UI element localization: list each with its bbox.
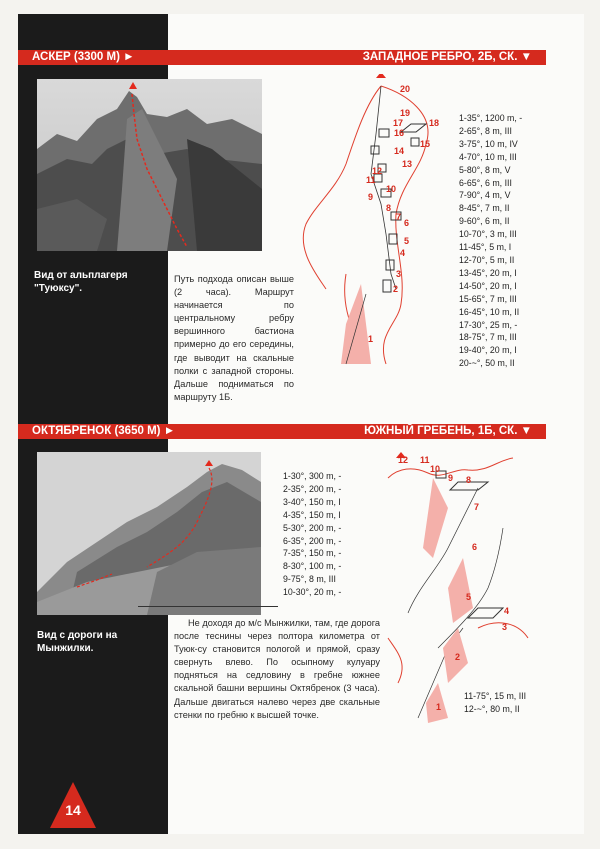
pitch-item: 8-45°, 7 m, II xyxy=(459,203,510,214)
photo-asker xyxy=(37,79,262,251)
arrow-right-icon: ► xyxy=(123,51,135,63)
pitch-item: 4-70°, 10 m, III xyxy=(459,151,517,162)
pitch-item: 20-~°, 50 m, II xyxy=(459,358,515,369)
route-title: ЗАПАДНОЕ РЕБРО, 2Б, СК. xyxy=(362,51,518,63)
diagram-label: 20 xyxy=(400,84,411,94)
peak-title: ОКТЯБРЕНОК (3650 М) xyxy=(32,425,161,437)
pitch-item: 9-75°, 8 m, III xyxy=(283,574,336,585)
pitch-item: 16-45°, 10 m, II xyxy=(459,306,520,317)
diagram-label: 19 xyxy=(400,108,411,118)
pitch-item: 9-60°, 6 m, II xyxy=(459,216,510,227)
diagram-label: 6 xyxy=(472,542,478,552)
pitch-item: 17-30°, 25 m, - xyxy=(459,319,518,330)
diagram-label: 6 xyxy=(404,218,410,228)
diagram-label: 4 xyxy=(400,248,406,258)
pitch-item: 11-45°, 5 m, I xyxy=(459,242,512,253)
pitch-item: 14-50°, 20 m, I xyxy=(459,280,517,291)
route-description: Не доходя до м/с Мынжилки, там, где дорога после теснины через полтора километра от Туюк-су становится пологой и прямой, сразу свернуть влево. По осыпному кулуару подняться на седловину в гребне южнее скальной башни вершины Октябренок (3 часа). Дальше двигаться налево через две скальные стенки по гребню к высшей точке. xyxy=(174,618,380,720)
diagram-label: 7 xyxy=(396,212,402,222)
route-diagram-oktyabrenok xyxy=(378,448,553,730)
pitch-item: 1-35°, 1200 m, - xyxy=(459,113,523,123)
pitch-item: 3-40°, 150 m, I xyxy=(283,496,341,507)
pitch-item: 2-35°, 200 m, - xyxy=(283,483,342,494)
arrow-down-icon: ▼ xyxy=(520,51,532,63)
diagram-label: 11 xyxy=(420,455,430,465)
section-header-oktyabrenok xyxy=(18,424,546,439)
pitch-item: 5-30°, 200 m, - xyxy=(283,522,342,533)
pitch-item: 6-35°, 200 m, - xyxy=(283,535,342,546)
page-number: 14 xyxy=(65,802,81,818)
route-description: Путь подхода описан выше (2 часа). Маршрут начинается по центральному ребру вершинного бастиона примерно до его середины, где выводит на скальные полки с западной стороны. Дальше подниматься по маршруту 1Б. xyxy=(174,274,294,402)
diagram-label: 9 xyxy=(448,473,454,483)
diagram-label: 14 xyxy=(394,146,405,156)
diagram-label: 3 xyxy=(502,622,508,632)
photo-oktyabrenok xyxy=(37,452,261,615)
diagram-label: 5 xyxy=(466,592,472,602)
diagram-label: 8 xyxy=(466,475,472,485)
pitch-item: 12-70°, 5 m, II xyxy=(459,254,515,265)
pitch-item: 19-40°, 20 m, I xyxy=(459,345,517,356)
pitch-item: 7-90°, 4 m, V xyxy=(459,190,511,201)
diagram-label: 1 xyxy=(368,334,374,344)
diagram-label: 4 xyxy=(504,606,510,616)
diagram-label: 1 xyxy=(436,702,442,712)
pitch-item: 8-30°, 100 m, - xyxy=(283,561,342,572)
arrow-right-icon: ► xyxy=(163,425,176,437)
pitch-item: 12-~°, 80 m, II xyxy=(464,703,520,714)
pitch-item: 4-35°, 150 m, I xyxy=(283,509,341,520)
diagram-label: 3 xyxy=(396,269,402,279)
pitch-item: 7-35°, 150 m, - xyxy=(283,548,342,559)
diagram-label: 12 xyxy=(398,455,409,465)
section-header-asker xyxy=(18,50,546,65)
diagram-label: 16 xyxy=(394,128,405,138)
diagram-label: 7 xyxy=(474,502,480,512)
diagram-label: 18 xyxy=(429,118,440,128)
pitch-item: 10-70°, 3 m, III xyxy=(459,229,517,240)
pitch-item: 10-30°, 20 m, - xyxy=(283,587,342,598)
pitch-item: 18-75°, 7 m, III xyxy=(459,332,517,343)
diagram-label: 8 xyxy=(386,203,392,213)
pitch-item: 3-75°, 10 m, IV xyxy=(459,138,518,149)
pitch-list-oktyabrenok xyxy=(283,470,373,599)
photo-caption: Вид от альплагеря "Туюксу". xyxy=(34,270,128,294)
arrow-down-icon: ▼ xyxy=(520,425,532,437)
pitch-item: 2-65°, 8 m, III xyxy=(459,125,512,136)
pitch-item: 1-30°, 300 m, - xyxy=(283,471,342,481)
leader-line xyxy=(138,606,278,607)
page-number-badge xyxy=(48,780,98,830)
pitch-list-asker xyxy=(459,112,554,370)
diagram-label: 11 xyxy=(366,175,376,185)
pitch-item: 6-65°, 6 m, III xyxy=(459,177,512,188)
peak-title: АСКЕР (3300 М) xyxy=(32,51,120,63)
diagram-label: 17 xyxy=(393,118,404,128)
diagram-label: 9 xyxy=(368,192,374,202)
diagram-label: 13 xyxy=(402,159,413,169)
diagram-label: 10 xyxy=(430,464,441,474)
route-title: ЮЖНЫЙ ГРЕБЕНЬ, 1Б, СК. xyxy=(364,425,518,437)
route-diagram-asker xyxy=(286,74,456,394)
diagram-label: 15 xyxy=(420,139,431,149)
pitch-item: 15-65°, 7 m, III xyxy=(459,293,517,304)
photo-caption: Вид с дороги на Мынжилки. xyxy=(37,630,118,654)
pitch-item: 11-75°, 15 m, III xyxy=(464,691,527,701)
pitch-item: 5-80°, 8 m, V xyxy=(459,164,511,175)
diagram-label: 2 xyxy=(393,284,399,294)
diagram-label: 5 xyxy=(404,236,410,246)
diagram-label: 2 xyxy=(455,652,461,662)
diagram-pitch-list xyxy=(464,690,554,716)
diagram-label: 12 xyxy=(372,166,383,176)
diagram-label: 10 xyxy=(386,184,397,194)
pitch-item: 13-45°, 20 m, I xyxy=(459,267,517,278)
